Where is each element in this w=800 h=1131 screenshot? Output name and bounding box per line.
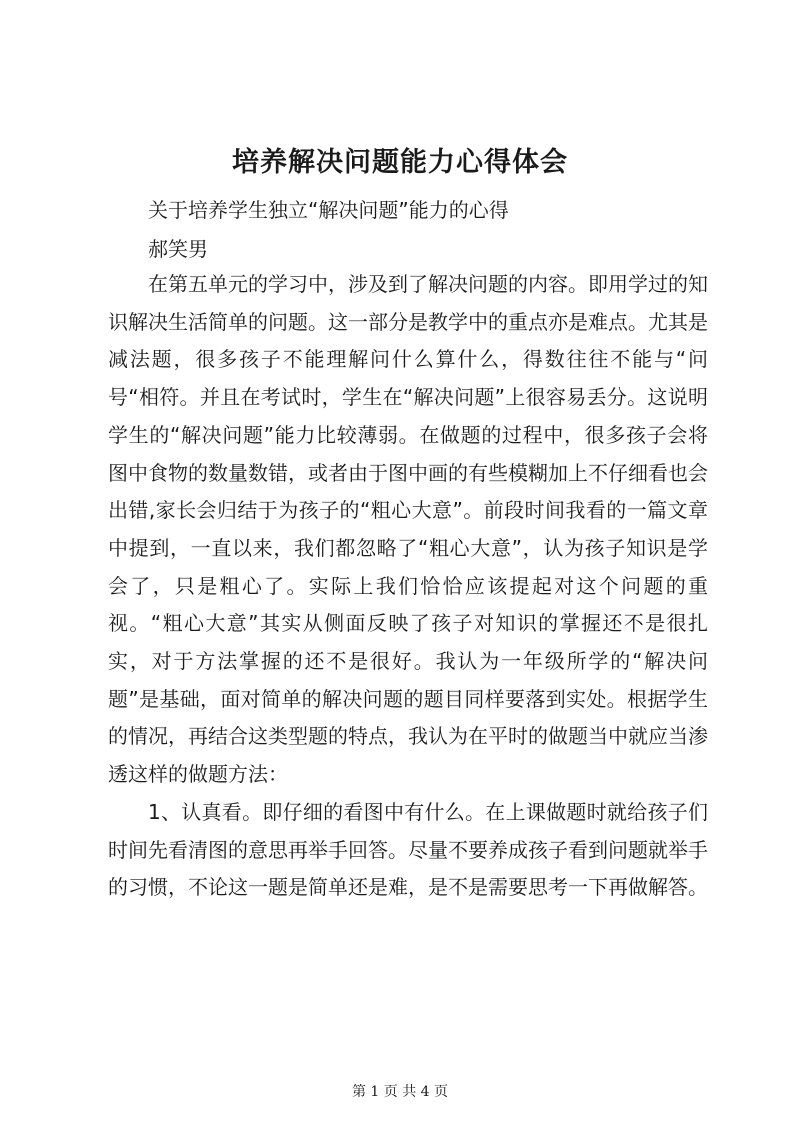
page-title: 培养解决问题能力心得体会 — [232, 147, 568, 178]
page-number-footer: 第 1 页 共 4 页 — [351, 1084, 449, 1100]
author-name: 郝笑男 — [148, 237, 208, 261]
document-body — [108, 266, 708, 907]
body-paragraph: 在第五单元的学习中，涉及到了解决问题的内容。即用学过的知识解决生活简单的问题。这一部分是教学中的重点亦是难点。尤其是减法题，很多孩子不能理解问什么算什么，得数往往不能与“问号“相符。并且在考试时，学生在“解决问题”上很容易丢分。这说明学生的“解决问题”能力比较薄弱。在做题的过程中，很多孩子会将图中食物的数量数错，或者由于图中画的有些模糊加上不仔细看也会出错,家长会归结于为孩子的“粗心大意”。前段时间我看的一篇文章中提到，一直以来，我们都忽略了“粗心大意”，认为孩子知识是学会了，只是粗心了。实际上我们恰恰应该提起对这个问题的重视。“粗心大意”其实从侧面反映了孩子对知识的掌握还不是很扎实，对于方法掌握的还不是很好。我认为一年级所学的“解决问题”是基础，面对简单的解决问题的题目同样要落到实处。根据学生的情况，再结合这类型题的特点，我认为在平时的做题当中就应当渗透这样的做题方法： — [108, 272, 708, 787]
body-paragraph: 1、认真看。即仔细的看图中有什么。在上课做题时就给孩子们时间先看清图的意思再举手回答。尽量不要养成孩子看到问题就举手的习惯，不论这一题是简单还是难，是不是需要思考一下再做解答。 — [108, 799, 708, 900]
document-subtitle: 关于培养学生独立“解决问题”能力的心得 — [148, 198, 509, 222]
